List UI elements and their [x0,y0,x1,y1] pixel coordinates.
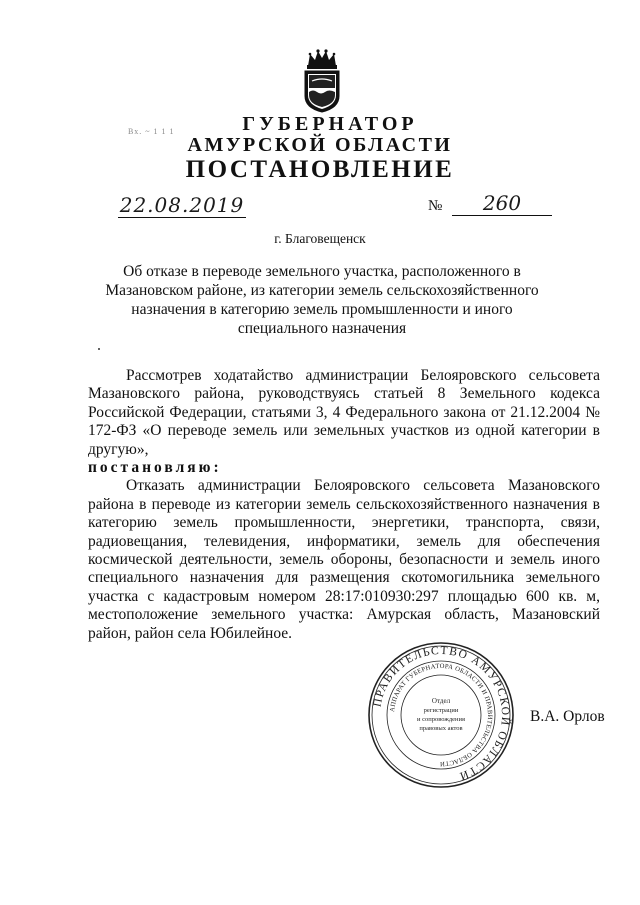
document-date: 22.08.2019 [119,193,245,217]
document-type-title: ПОСТАНОВЛЕНИЕ [185,156,455,183]
seal-inner-text: АППАРАТ ГУБЕРНАТОРА ОБЛАСТИ И ПРАВИТЕЛЬСТВА ОБЛАСТИ [389,662,494,768]
header-governor: ГУБЕРНАТОР [242,113,418,135]
registration-mark: Вх. ~ 1 1 1 [128,127,175,136]
coat-of-arms-icon [300,48,344,114]
header-region: АМУРСКОЙ ОБЛАСТИ [187,134,453,156]
seal-center-line-1: Отдел [431,697,451,705]
city-line: г. Благовещенск [274,231,366,246]
scan-speck [98,348,100,350]
seal-center-line-4: правовых актов [419,725,463,732]
signer-name: В.А. Орлов [530,708,605,725]
number-label: № [428,198,443,214]
official-seal [366,640,516,790]
resolve-word: постановляю: [88,459,222,477]
document-number: 260 [452,191,552,216]
seal-outer-text: ПРАВИТЕЛЬСТВО АМУРСКОЙ ОБЛАСТИ [371,644,512,783]
body-paragraph-decision: Отказать администрации Белояровского сельсовета Мазановского района в переводе из категории земель сельскохозяйственного назначения в категорию земель промышленности, энергетики, транспорта, связи, радиовещания, телевидения, информатики, земель для обеспечения космической деятельности, земель обороны, безопасности и земель иного специального назначения для размещения скотомогильника земельного участка с кадастровым номером 28:17:010930:297 площадью 600 кв. м, местоположение земельного участка: Амурская область, Мазановский район, район села Юбилейное. [88,477,600,642]
seal-center-line-3: и сопровождения [417,716,465,723]
seal-center-line-2: регистрации [423,707,459,714]
document-body [88,367,600,643]
document-subject: Об отказе в переводе земельного участка, расположенного в Мазановском районе, из категории земель сельскохозяйственного назначения в категорию земель промышленности и иного специального назначения [105,263,539,337]
body-paragraph-preamble: Рассмотрев ходатайство администрации Белояровского сельсовета Мазановского района, руководствуясь статьей 8 Земельного кодекса Российской Федерации, статьями 3, 4 Федерального закона от 21.12.2004 № 172-ФЗ «О переводе земель или земельных участков из одной категории в другую», [88,367,600,458]
